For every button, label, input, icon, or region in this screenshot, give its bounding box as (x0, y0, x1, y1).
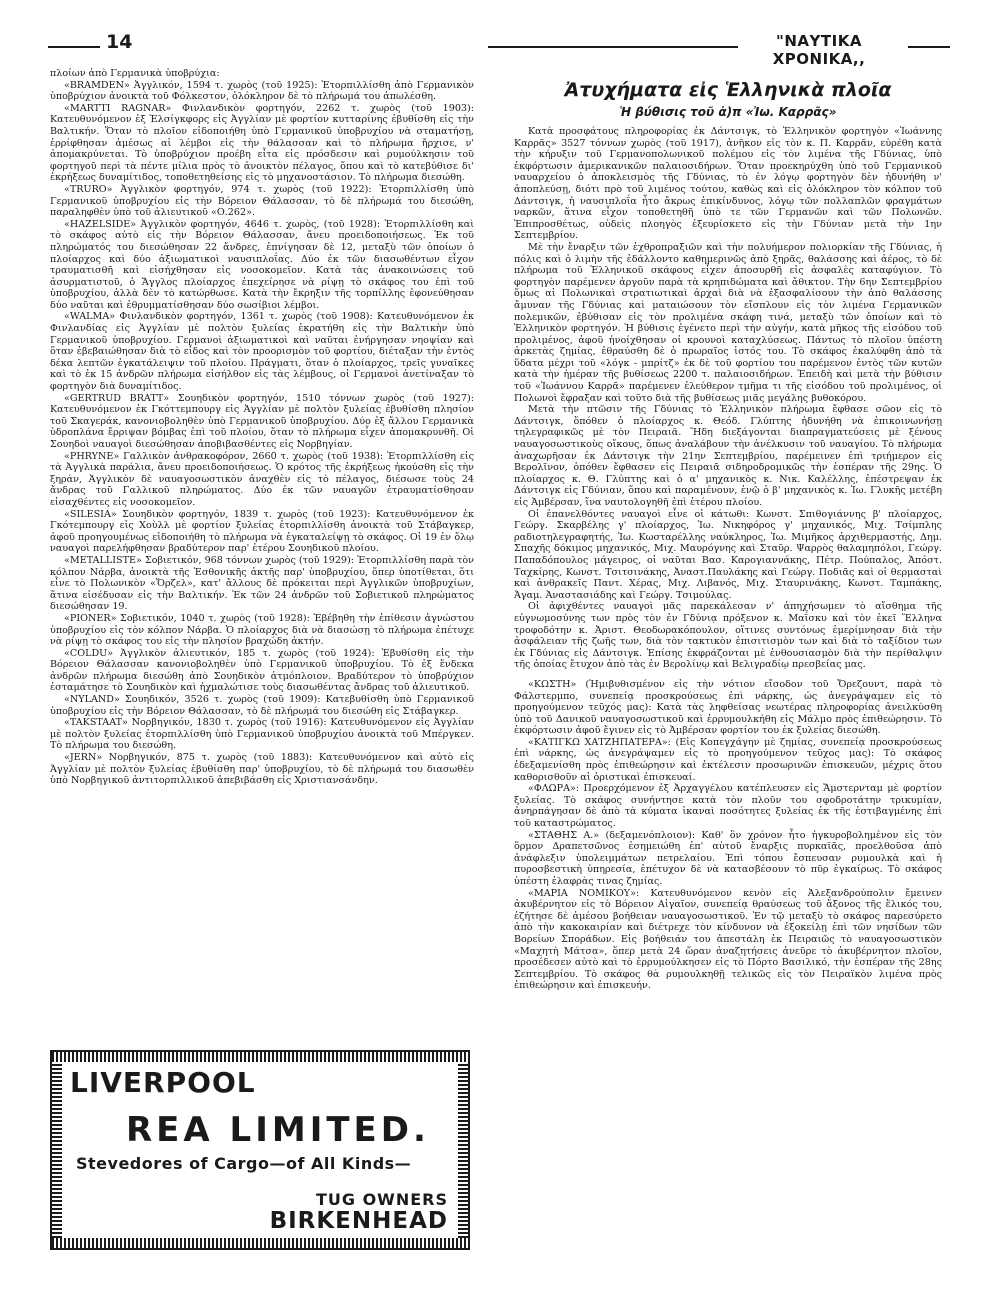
article-paragraph: Κατὰ προσφάτους πληροφορίας ἐκ Δάντσιγκ, τὸ Ἑλληνικὸν φορτηγὸν «Ἰωάννης Καρρᾶς» 3527 τόννων χωρὸς (τοῦ 1917), ἀνῆκον εἰς τὸν κ. Π. Καρρᾶν, εὑρέθη κατὰ τὴν κήρυξιν τοῦ Γερμανοπολωνικοῦ πολέμου εἰς τὸν λιμένα τῆς Γδύνιας, ὑπὸ ἐκφόρτωσιν ἀμερικανικῶν παλαιοσιδήρων. Ὅταν προεκηρύχθη ὑπὸ τοῦ Γερμανικοῦ ναυαρχείου ὁ ἀποκλεισμὸς τῆς Γδύνιας, τὸ ἐν λόγῳ φορτηγὸν δὲν ἠδυνήθη ν' ἀποπλεύσῃ, διότι πρὸ τοῦ λιμένος τούτου, καθὼς καὶ εἰς ὁλόκληρον τὸν κόλπον τοῦ Δάντσιγκ, ἡ ναυσιπλοΐα ἦτο ἄκρως ἐπικίνδυνος, λόγῳ τῶν πολλαπλῶν φραγμάτων ναρκῶν, ἅτινα εἶχον τοποθετηθῆ ὑπὸ τε τῶν Γερμανῶν καὶ τῶν Πολωνῶν. Ἐπιπροσθέτως, οὐδεὶς πλοηγὸς ἐξευρίσκετο εἰς τὴν Γδύνιαν μετὰ τὴν 1ην Σεπτεμβρίου. (514, 126, 942, 242)
ad-service-line: Stevedores of Cargo—of All Kinds— (76, 1154, 412, 1173)
article-paragraph: «SILESIA» Σουηδικὸν φορτηγόν, 1839 τ. χωρὸς (τοῦ 1923): Κατευθυνόμενον ἐκ Γκότεμπουργ εἰς Χοὺλλ μὲ φορτίον ξυλείας ἐτορπιλλίσθη ἀνοικτὰ τοῦ Στάβαγκερ, ἀφοῦ προηγουμένως εἰδοποιήθη τὸ πλήρωμα νὰ ἐγκαταλείψῃ τὸ σκάφος. Οἱ 19 ἐν ὅλῳ ναυαγοὶ παρελήφθησαν βραδύτερον παρ' ἑτέρου Σουηδικοῦ πλοίου. (50, 508, 474, 555)
article-paragraph: «METALLISTE» Σοβιετικόν, 968 τόννων χωρὸς (τοῦ 1929): Ἐτορπιλλίσθη παρὰ τὸν κόλπον Νάρβα, ἀνοικτὰ τῆς Ἐσθονικῆς ἀκτῆς παρ' ὑποβρυχίου, ὅπερ ὑποτίθεται, ὅτι εἶνε τὸ Πολωνικὸν «Ὄρζελ», κατ' ἄλλους δὲ πρόκειται περὶ Ἀγγλικῶν ὑποβρυχίων, ἅτινα εἰσέδυσαν εἰς τὴν Βαλτικήν. Ἐκ τῶν 24 ἀνδρῶν τοῦ Σοβιετικοῦ πληρώματος διεσώθησαν 19. (50, 554, 474, 613)
article-paragraph: «GERTRUD BRATT» Σουηδικὸν φορτηγόν, 1510 τόννων χωρὸς (τοῦ 1927): Κατευθυνόμενον ἐκ Γκόττεμπουργ εἰς Ἀγγλίαν μὲ πολτὸν ξυλείας ἐβυθίσθη πλησίον τοῦ Σκαγεράκ, κανονιοβοληθὲν ὑπὸ Γερμανικοῦ ὑποβρυχίου. Δύο ἐξ ἄλλου Γερμανικὰ ὑδροπλάνα ἔρριψαν βόμβας ἐπὶ τοῦ πλοίου, ὅταν τὸ πλήρωμα εἶχεν ἀπομακρυνθῆ. Οἱ Σουηδοὶ ναυαγοὶ διεσώθησαν ἀποβιβασθέντες εἰς Νορβηγίαν. (50, 392, 474, 450)
ad-border-hatch (52, 1062, 62, 1238)
ad-port: BIRKENHEAD (269, 1208, 448, 1234)
article-paragraph: «JERN» Νορβηγικόν, 875 τ. χωρὸς (τοῦ 1883): Κατευθυνόμενον καὶ αὐτὸ εἰς Ἀγγλίαν μὲ πολτὸν ξυλείας ἐβυθίσθη παρ' ὑποβρυχίου, τὸ δὲ πλήρωμά του διασωθὲν ὑπὸ Νορβηγικοῦ ἀντιτορπιλλικοῦ ἀπεβιβάσθη εἰς Χριστιανσάνδην. (50, 752, 474, 787)
article-paragraph: Οἱ ἐπανελθόντες ναυαγοὶ εἶνε οἱ κάτωθι: Κωνστ. Σπιθογιάννης β' πλοίαρχος, Γεώργ. Σκαρβέλης γ' πλοίαρχος, Ἰω. Νικηφόρος γ' μηχανικός, Μιχ. Τσίμπλης ραδιοτηλεγραφητής, Ἰω. Κωσταρέλλης ναύκληρος, Ἰω. Μιμῆκος ἀρχιθερμαστής, Δημ. Σπαχῆς δόκιμος μηχανικός, Μιχ. Μαυρόγνης καὶ Σταῦρ. Ψαρρὸς θαλαμηπόλοι, Γεώργ. Παπαδόπουλος μάγειρος, οἱ ναῦται Βασ. Καρογιαννάκης, Πέτρ. Πούπαλος, Ἀπόστ. Ταχκίρης, Κωνστ. Τσιτσινάκης, Ἀναστ.Παυλάκης καὶ Γεώργ. Ποδιᾶς καὶ οἱ θερμασταὶ καὶ ἀνθρακεῖς Παντ. Χέρας, Μιχ. Λιβανός, Μιχ. Σταυρινάκης, Κωνστ. Ταμπάκης, Ἀγαμ. Ἀναστασιάδης καὶ Γεώργ. Τσιμούλας. (514, 508, 942, 601)
article-paragraph: «TRURO» Ἀγγλικὸν φορτηγόν, 974 τ. χωρὸς (τοῦ 1922): Ἐτορπιλλίσθη ὑπὸ Γερμανικοῦ ὑποβρυχίου εἰς τὴν Βόρειον Θάλασσαν, τὸ δὲ πλήρωμά του διεσώθη, παραληφθὲν ὑπὸ τοῦ ἁλιευτικοῦ «Ο.262». (50, 183, 474, 219)
page-header (48, 28, 950, 68)
article-paragraph: «BRAMDEN» Ἀγγλικόν, 1594 τ. χωρὸς (τοῦ 1925): Ἐτορπιλλίσθη ἀπὸ Γερμανικὸν ὑποβρύχιον ἀνοικτὰ τοῦ Φόλκεστον, ὁλόκληρον δὲ τὸ πλήρωμά του ἀπωλέσθη. (50, 79, 474, 103)
ad-tug-owners: TUG OWNERS (315, 1190, 448, 1209)
article-paragraph: «PHRYNE» Γαλλικὸν ἀνθρακοφόρον, 2660 τ. χωρὸς (τοῦ 1938): Ἐτορπιλλίσθη εἰς τὰ Ἀγγλικὰ παράλια, ἄνευ προειδοποιήσεως. Ὁ κρότος τῆς ἐκρήξεως ἠκούσθη εἰς τὴν ξηράν, Ἀγγλικὸν δὲ ναυαγοσωστικὸν ἀναχθὲν εἰς τὸ πέλαγος, διέσωσε τοὺς 24 ἄνδρας τοῦ Γαλλικοῦ πληρώματος. Δύο ἐκ τῶν ναυαγῶν ἐτραυματίσθησαν εἰσαχθέντες εἰς νοσοκομεῖον. (50, 450, 474, 508)
article-paragraph: «MARTTI RAGNAR» Φινλανδικὸν φορτηγόν, 2262 τ. χωρὸς (τοῦ 1903): Κατευθυνόμενον ἐξ Ἐλσίγκφορς εἰς Ἀγγλίαν μὲ φορτίον κυτταρίνης ἐβυθίσθη εἰς τὴν Βαλτικήν. Ὅταν τὸ πλοῖον εἰδοποιήθη ὑπὸ Γερμανικοῦ ὑποβρυχίου νὰ σταματήσῃ, ἐρρίφθησαν ἀμέσως αἱ λέμβοι εἰς τὴν θάλασσαν καὶ τὸ πλήρωμα ἤρχισε, ν' ἀπομακρύνεται. Τὸ ὑποβρύχιον προέβη εἶτα εἰς πρόσδεσιν καὶ ρυμούλκησιν τοῦ φορτηγοῦ περὶ τὰ πέντε μίλια πρὸς τὸ ἀνοικτὸν πέλαγος, ὅπου καὶ τὸ κατεβύθισε δι' ἐκρήξεως δυναμίτιδος, τοποθετηθείσης εἰς τὸ μηχανοστάσιον. Τὸ πλήρωμα διεσώθη. (50, 102, 474, 184)
article-paragraph: «COLDU» Ἀγγλικὸν ἁλιευτικόν, 185 τ. χωρὸς (τοῦ 1924): Ἐβυθίσθη εἰς τὴν Βόρειον Θάλασσαν κανονιοβοληθὲν ὑπὸ Γερμανικοῦ ὑποβρυχίου. Τὸ ἐξ ἕνδεκα ἀνδρῶν πλήρωμα διεσώθη ἀπὸ Σουηδικὸν ἀτμόπλοιον. Βραδύτερον τὸ ὑποβρύχιον ἐσταμάτησε τὸ Σουηδικὸν καὶ ἠχμαλώτισε τοὺς διασωθέντας ἄνδρας τοῦ ἁλιευτικοῦ. (50, 647, 474, 694)
ship-news-item: «ΚΑΤΙΓΚΩ ΧΑΤΖΗΠΑΤΕΡΑ»: (Εἰς Κοπεγχάγην μὲ ζημίας, συνεπείᾳ προσκρούσεως ἐπὶ νάρκης, ὡς ἀνεγράψαμεν εἰς τὸ προηγούμενον τεῦχος μας): Τὸ σκάφος ἐδεξαμενίσθη πρὸς ἐπιθεώρησιν καὶ ἐκτέλεσιν προσωρινῶν ἐπισκευῶν, μέχρις ὅτου καθορισθοῦν αἱ ὁριστικαὶ ἐπισκευαί. (514, 736, 942, 783)
left-column (50, 68, 474, 787)
ship-news-item: «ΦΛΩΡΑ»: Προερχόμενον ἐξ Ἀρχαγγέλου κατέπλευσεν εἰς Ἄμστερνταμ μὲ φορτίον ξυλείας. Τὸ σκάφος συνήντησε κατὰ τὸν πλοῦν του σφοδροτάτην τρικυμίαν, ἀνηρπάγησαν δὲ ἀπὸ τὰ κύματα ἱκαναὶ ποσότητες ξυλείας ἐκ τῆς ἐστιβαγμένης ἐπὶ τοῦ καταστρώματος. (514, 783, 942, 830)
ship-news-item: «ΚΩΣΤΗ» (Ἠμιβυθισμένον εἰς τὴν νότιον εἴσοδον τοῦ Ὄρεζουντ, παρὰ τὸ Φάλστερμπο, συνεπείᾳ προσκρούσεως ἐπὶ νάρκης, ὡς ἀνεγράψαμεν εἰς τὸ προηγούμενον τεῦχός μας): Κατὰ τὰς ληφθείσας νεωτέρας πληροφορίας ἀνειλκύσθη ὑπὸ τοῦ Δανικοῦ ναυαγοσωστικοῦ καὶ ἐρρυμουλκήθη εἰς Μάλμο πρὸς ἐπιθεώρησιν. Τὸ ἐκφόρτωσιν ἀφοῦ ἔγινεν εἰς τὸ Ἀμβέρσαν φορτίον του ἐκ ξυλείας διεσώθη. (514, 678, 942, 737)
ship-news-item: «ΣΤΑΘΗΣ Α.» (δεξαμενόπλοιον): Καθ' ὃν χρόνον ἦτο ἠγκυροβολημένον εἰς τὸν ὅρμον Δραπετσῶνος ἐσημειώθη ἐπ' αὐτοῦ ἔναρξις πυρκαϊᾶς, προελθοῦσα ἀπὸ ἀνάφλεξιν ὑπολειμμάτων πετρελαίου. Ἐπὶ τόπου ἔσπευσαν ρυμουλκὰ καὶ ἡ πυροσβεστικὴ ὑπηρεσία, ἐπέτυχον δὲ νὰ κατασβέσουν τὸ πῦρ ἐγκαίρως. Τὸ σκάφος ὑπέστη ἐλαφρὰς τινας ζημίας. (514, 829, 942, 887)
ship-news-item: «ΜΑΡΙΑ ΝΟΜΙΚΟΥ»: Κατευθυνόμενον κενὸν εἰς Ἀλεξανδρούπολιν ἔμεινεν ἀκυβέρνητον εἰς τὸ Βόρειον Αἰγαῖον, συνεπείᾳ θραύσεως τοῦ ἄξονος τῆς ἕλικός του, ἐζήτησε δὲ ἀμέσου βοήθειαν ναυαγοσωστικοῦ. Ἐν τῷ μεταξὺ τὸ σκάφος παρεσύρετο ἀπὸ τὴν κακοκαιρίαν καὶ διέτρεχε τὸν κίνδυνον νὰ ἐξοκείλῃ ἐπὶ τῶν νησίδων τῶν Βορείων Σποράδων. Εἰς βοήθειάν του ἀπεστάλη ἐκ Πειραιῶς τὸ ναυαγοσωστικὸν «Μαχητὴ Μάτσα», ὅπερ μετὰ 24 ὥραν ἀναζητήσεις ἀνεῦρε τὸ ἀκυβέρνητον πλοῖον, προσέδεσεν αὐτὸ καὶ τὸ ἐρρυμούλκησεν εἰς τὸ Πόρτο Βασιλικό, τὴν ἑσπέραν τῆς 28ης Σεπτεμβρίου. Τὸ σκάφος θὰ ρυμουλκηθῇ τελικῶς εἰς τὸν Πειραϊκὸν λιμένα πρὸς ἐπιθεώρησιν καὶ ἐπισκευήν. (514, 887, 942, 992)
ad-border-hatch (52, 1238, 468, 1248)
right-column (514, 68, 942, 992)
header-rule-middle (488, 46, 738, 48)
header-rule-right (908, 46, 950, 48)
article-paragraph: Μὲ τὴν ἔναρξιν τῶν ἐχθροπραξιῶν καὶ τὴν πολυήμερον πολιορκίαν τῆς Γδύνιας, ἡ πόλις καὶ ὁ λιμὴν τῆς ἐδάλλοντο καθημερινῶς ἀπὸ ξηρᾶς, θαλάσσης καὶ ἀέρος, τὸ δὲ πλήρωμα τοῦ Ἑλληνικοῦ σκάφους εἶχεν ἀποσυρθῆ εἰς ἀσφαλὲς καταφύγιον. Τὸ φορτηγὸν παρέμενεν ἀργοῦν παρὰ τὰ κρηπιδώματα καὶ ἄθικτον. Τὴν 6ην Σεπτεμβρίου ὅμως αἱ Πολωνικαὶ στρατιωτικαὶ ἀρχαὶ διὰ νὰ ἐξασφαλίσουν τὴν ἀπὸ θαλάσσης ἄμυναν τῆς Γδύνιας καὶ ματαιώσουν τὸν εἴσπλουν εἰς τὸν λιμένα Γερμανικῶν πολεμικῶν, ἐβύθισαν εἰς τὸν προλιμένα σκάφη τινά, μεταξὺ τῶν ὁποίων καὶ τὸ Ἑλληνικὸν φορτηγόν. Ἡ βύθισις ἐγένετο περὶ τὴν αὐγήν, κατὰ μῆκος τῆς εἰσόδου τοῦ προλιμένος, ἀφοῦ ἠνοίχθησαν οἱ κρουνοὶ καταχλύσεως. Πάντως τὸ πλοῖον ὑπέστη ἀρκετὰς ζημίας, ἐθραύσθη δὲ ὁ πρωραῖος ἱστός του. Τὸ σκάφος ἐκαλύφθη ἀπὸ τὰ ὕδατα μέχρι τοῦ «λόγκ - μπρίτζ» ἐκ δὲ τοῦ φορτίου του παρέμενον ἐντὸς τῶν κυτῶν κατὰ τὴν ἡμέραν τῆς βυθίσεως 2200 τ. παλαιοσιδήρων. Ἐπειδὴ καὶ μετὰ τὴν βύθισιν τοῦ «Ἰωάννου Καρρᾶ» παρέμενεν ἐλεύθερον τμῆμα τι τῆς εἰσόδου τοῦ προλιμένος, οἱ Πολωνοὶ ἔφραξαν καὶ τοῦτο διὰ τῆς βυθίσεως μιᾶς μεγάλης βυθοκόρου. (514, 241, 942, 404)
journal-title: "ΝΑΥΤΙΚΑ ΧΡΟΝΙΚΑ,, (772, 32, 866, 68)
article-paragraph: πλοίων ἀπὸ Γερμανικὰ ὑποβρύχια: (50, 68, 220, 79)
article-subtitle: Ἡ βύθισις τοῦ ἀ)π «Ἰω. Καρρᾶς» (619, 105, 837, 119)
ad-company-name: REA LIMITED. (126, 1110, 430, 1150)
page-number: 14 (106, 31, 133, 53)
ad-border-hatch (458, 1062, 468, 1238)
ad-content (66, 1066, 454, 1234)
ad-city: LIVERPOOL (70, 1066, 256, 1099)
article-title: Ἀτυχήματα εἰς Ἑλληνικὰ πλοῖα (564, 79, 892, 101)
article-paragraph: Μετὰ τὴν πτῶσιν τῆς Γδύνιας τὸ Ἑλληνικὸν πλήρωμα ἔφθασε σῶον εἰς τὸ Δάντσιγκ, ὅπόθεν ὁ πλοίαρχος κ. Θεόδ. Γλύπτης ἠδυνήθη νὰ ἐπικοινωνήσῃ τηλεγραφικῶς μὲ τὸν Πειραιᾶ. Ἤδη διεξάγονται διαπραγματεύσεις μὲ ξένους ναυαγοσωστικοὺς οἴκους, ὅπως ἀναλάβουν τὴν ἀνέλκυσιν τοῦ ναυαγίου. Τὸ πλήρωμα ἀναχωρῆσαν ἐκ Δάντσιγκ τὴν 21ην Σεπτεμβρίου, παρέμεινεν ἐπὶ τριήμερον εἰς Βερολῖνον, ὁπόθεν ἔφθασεν εἰς Πειραιᾶ σιδηροδρομικῶς τὴν ἑσπέραν τῆς 29ης. Ὁ πλοίαρχος κ. Θ. Γλύπτης καὶ ὁ α' μηχανικὸς κ. Νικ. Καλέλλης, ἐπέστρεψαν ἐκ Δάντσιγκ εἰς Γδύνιαν, ὅπου καὶ παραμένουν, ἐνῷ ὁ β' μηχανικὸς κ. Ἰω. Γλυκῆς μετέβη εἰς Ἀμβέρσαν, ἵνα ναυτολογηθῆ ἐπὶ ἑτέρου πλοίου. (514, 404, 942, 508)
ad-border-hatch (52, 1052, 468, 1062)
header-rule-left (48, 46, 100, 48)
article-paragraph: «WALMA» Φινλανδικὸν φορτηγόν, 1361 τ. χωρὸς (τοῦ 1908): Κατευθυνόμενον ἐκ Φινλανδίας εἰς Ἀγγλίαν μὲ πολτὸν ξυλείας ἐκρατήθη εἰς τὴν Βαλτικὴν ὑπὸ Γερμανικοῦ ὑποβρυχίου. Γερμανοὶ ἀξιωματικοὶ καὶ ναῦται ἐνήργησαν νηοψίαν καὶ ὅταν ἐβεβαιώθησαν διὰ τὸ εἶδος καὶ τὸν προορισμὸν τοῦ φορτίου, διέταξαν τὴν ἐντὸς δέκα λεπτῶν ἐγκατάλειψιν τοῦ πλοίου. Πράγματι, ὅταν ὁ πλοίαρχος, τρεῖς γυναῖκες καὶ τὸ ἐκ 15 ἀνδρῶν πλήρωμα εἰσήλθον εἰς τὰς λέμβους, οἱ Γερμανοὶ ἀνετίναξαν τὸ φορτηγὸν διὰ δυναμίτιδος. (50, 311, 474, 393)
article-paragraph: «PIONER» Σοβιετικόν, 1040 τ. χωρὸς (τοῦ 1928): Ἐβέβηθη τὴν ἐπίθεσιν ἀγνώστου ὑποβρυχίου εἰς τὸν κόλπον Νάρβα. Ὁ πλοίαρχος διὰ νὰ διασώσῃ τὸ πλήρωμα ἐπέτυχε νὰ ρίψῃ τὸ σκάφος του εἰς τὴν πλησίον βραχώδη ἀκτήν. (50, 612, 474, 648)
article-paragraph: «HAZELSIDE» Ἀγγλικὸν φορτηγόν, 4646 τ. χωρὸς, (τοῦ 1928): Ἐτορπιλλίσθη καὶ τὸ σκάφος αὐτὸ εἰς τὴν Βόρειον Θάλασσαν, ἄνευ προειδοποιήσεως. Ἐκ τοῦ πληρώματός του διεσώθησαν 22 ἄνδρες, ἐπνίγησαν δὲ 12, μεταξὺ τῶν ὁποίων ὁ πλοίαρχος καὶ δύο ἀξιωματικοὶ ναυσιπλοΐας. Δύο ἐκ τῶν διασωθέντων εἶχον τραυματισθῆ καὶ εἰσήχθησαν εἰς νοσοκομεῖον. Κατὰ τὰς ἀνακοινώσεις τοῦ ἀσυρματιστοῦ, ὁ Ἄγγλος πλοίαρχος ἐπεχείρησε νὰ ρίψῃ τὸ σκάφος του ἐπὶ τοῦ ὑποβρυχίου, ἀλλὰ δὲν τὸ κατώρθωσε. Κατὰ τὴν ἔκρηξιν τῆς τορπίλλης ἐφονεύθησαν δύο ναῦται καὶ ἐθρυμματίσθησαν δύο σωσίβιοι λέμβοι. (50, 218, 474, 311)
article-paragraph: Οἱ ἀφιχθέντες ναυαγοὶ μᾶς παρεκάλεσαν ν' ἀπηχήσωμεν τὸ αἴσθημα τῆς εὐγνωμοσύνης των πρὸς τὸν ἐν Γδύνιᾳ πρόξενον κ. Μαΐσκυ καὶ τὸν ἐκεῖ Ἕλληνα τροφοδότην κ. Ἀριστ. Θεοδωρακόπουλον, οἵτινες συντόνως ἐμερίμνησαν διὰ τὴν ἀσφάλειαν τῆς ζωῆς των, διὰ τὸν τακτικὸν ἐπισιτισμὸν των καὶ διὰ τὸ ταξίδιον των ἐκ Γδύνιας εἰς Δάντσιγκ. Ἐπίσης ἐκφράζονται μὲ ἐνθουσιασμὸν διὰ τὴν περίθαλψιν τῆς ὁποίας ἔτυχον ἀπὸ τὰς ἐν Βερολίνῳ καὶ Βελιγραδίῳ πρεσβείας μας. (514, 601, 942, 671)
article-paragraph: «NYLAND» Σουηδικόν, 3526 τ. χωρὸς (τοῦ 1909): Κατεβυθίσθη ὑπὸ Γερμανικοῦ ὑποβρυχίου εἰς τὴν Βόρειον Θάλασσαν, τὸ δὲ πλήρωμά του διεσώθη εἰς Στάβαγκερ. (50, 694, 474, 717)
article-paragraph: «TAKSTAAT» Νορβηγικόν, 1830 τ. χωρὸς (τοῦ 1916): Κατευθυνόμενον εἰς Ἀγγλίαν μὲ πολτὸν ξυλείας ἐτορπιλλίσθη ὑπὸ Γερμανικοῦ ὑποβρυχίου ἀνοικτὰ τοῦ Μπέργκεν. Τὸ πλήρωμα του διεσώθη. (50, 717, 474, 752)
advertisement-box (50, 1050, 470, 1250)
